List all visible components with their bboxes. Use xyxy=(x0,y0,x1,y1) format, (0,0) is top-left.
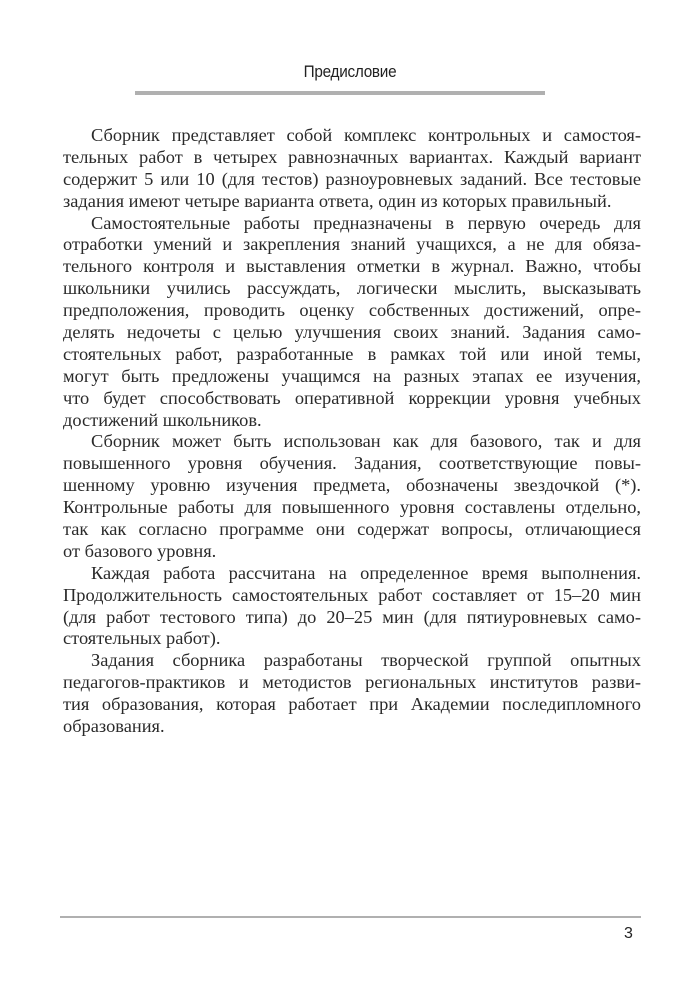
text-line: педагогов-практиков и методистов региональных институтов разви- xyxy=(63,672,641,693)
text-line: Задания сборника разработаны творческой группой опытных xyxy=(91,650,641,671)
page-header-title: Предисловие xyxy=(303,62,397,81)
text-line: Каждая работа рассчитана на определенное время выполнения. xyxy=(91,562,641,583)
text-line: образования. xyxy=(63,716,165,737)
text-line: тельных работ в четырех равнозначных вариантах. Каждый вариант xyxy=(63,146,641,167)
text-line: тия образования, которая работает при Академии последипломного xyxy=(63,694,641,715)
text-line: предположения, проводить оценку собственных достижений, опре- xyxy=(63,300,641,321)
paragraph xyxy=(63,125,641,213)
paragraph xyxy=(63,563,641,651)
footer-divider xyxy=(60,916,641,918)
text-line: тельного контроля и выставления отметки в журнал. Важно, чтобы xyxy=(63,256,641,277)
text-line: что будет способствовать оперативной коррекции уровня учебных xyxy=(63,387,641,408)
text-line: Самостоятельные работы предназначены в первую очередь для xyxy=(91,212,641,233)
text-line: школьники учились рассуждать, логически мыслить, высказывать xyxy=(63,278,641,299)
text-line: (для работ тестового типа) до 20–25 мин (для пятиуровневых само- xyxy=(63,606,641,627)
text-line: отработки умений и закрепления знаний учащихся, а не для обяза- xyxy=(63,234,641,255)
text-line: так как согласно программе они содержат вопросы, отличающиеся xyxy=(63,519,641,540)
paragraph xyxy=(63,213,641,432)
text-line: Контрольные работы для повышенного уровня составлены отдельно, xyxy=(63,497,641,518)
header-divider xyxy=(135,91,545,95)
text-line: задания имеют четыре варианта ответа, один из которых правильный. xyxy=(63,190,612,211)
text-line: достижений школьников. xyxy=(63,409,262,430)
text-line: делять недочеты с целью улучшения своих знаний. Задания само- xyxy=(63,322,641,343)
text-line: могут быть предложены учащимся на разных этапах ее изучения, xyxy=(63,365,641,386)
text-line: стоятельных работ, разработанные в рамках той или иной темы, xyxy=(63,343,641,364)
text-line: Продолжительность самостоятельных работ составляет от 15–20 мин xyxy=(63,584,641,605)
text-line: Сборник может быть использован как для базового, так и для xyxy=(91,431,641,452)
page-number: 3 xyxy=(624,925,633,942)
paragraph xyxy=(63,650,641,738)
text-line: Сборник представляет собой комплекс контрольных и самостоя- xyxy=(91,125,641,145)
text-line: шенному уровню изучения предмета, обозначены звездочкой (*). xyxy=(63,475,641,496)
document-body xyxy=(63,125,641,738)
paragraph xyxy=(63,431,641,562)
text-line: содержит 5 или 10 (для тестов) разноуровневых заданий. Все тестовые xyxy=(63,168,641,189)
text-line: от базового уровня. xyxy=(63,540,217,561)
text-line: повышенного уровня обучения. Задания, соответствующие повы- xyxy=(63,453,641,474)
text-line: стоятельных работ). xyxy=(63,628,221,649)
